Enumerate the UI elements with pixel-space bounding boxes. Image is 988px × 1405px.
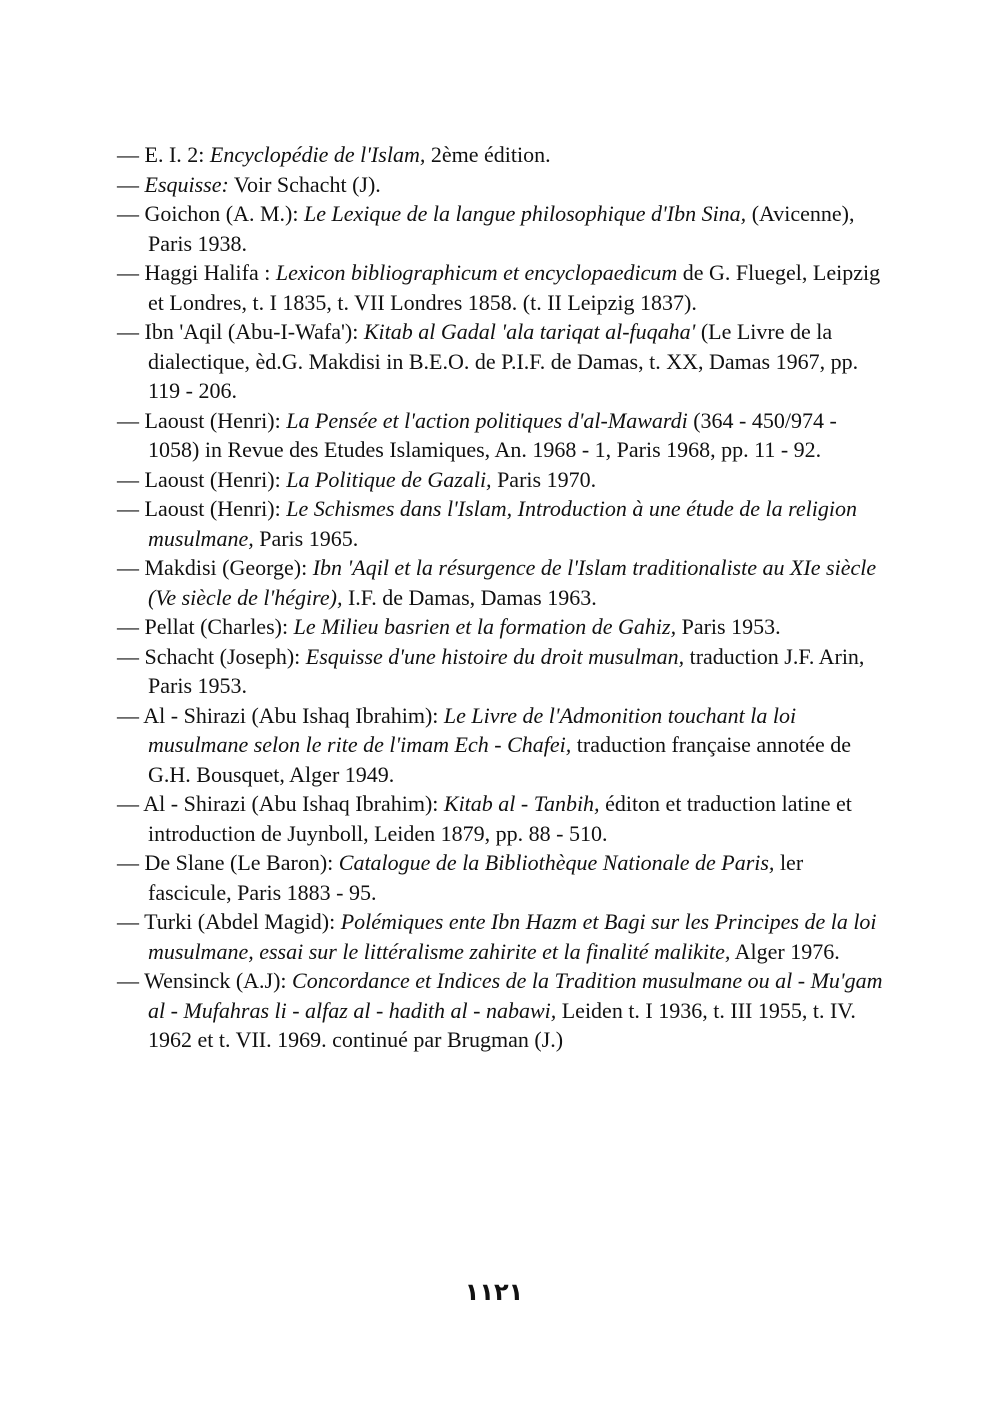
- entry-author: Wensinck (A.J):: [144, 968, 293, 993]
- bibliography-entry: [117, 612, 889, 642]
- bibliography-entry: [117, 465, 889, 495]
- entry-dash: —: [117, 466, 145, 492]
- entry-details: 2ème édition.: [425, 142, 551, 167]
- entry-title: Le Milieu basrien et la formation de Gahiz,: [293, 614, 677, 639]
- entry-author: Al - Shirazi (Abu Ishaq Ibrahim):: [143, 791, 444, 816]
- entry-dash: —: [117, 968, 145, 993]
- entry-title: Kitab al - Tanbih,: [443, 791, 600, 816]
- entry-dash: —: [117, 702, 144, 728]
- entry-author: Haggi Halifa :: [144, 260, 276, 285]
- entry-details: ler fascicule, Paris 1883 - 95.: [148, 850, 804, 905]
- entry-dash: —: [117, 407, 145, 433]
- entry-author: Laoust (Henri):: [144, 466, 287, 492]
- entry-dash: —: [117, 850, 145, 875]
- entry-details: Alger 1976.: [730, 938, 840, 964]
- entry-title: Encyclopédie de l'Islam,: [209, 142, 426, 167]
- entry-dash: —: [117, 791, 144, 816]
- entry-author: Turki (Abdel Magid):: [144, 909, 341, 934]
- entry-details: Paris 1970.: [491, 466, 597, 492]
- entry-title: Concordance et Indices de la Tradition musulmane ou al - Mu'gam al - Mufahras li - alfaz al - hadith al - nabawi,: [148, 968, 883, 1023]
- page-number: ١١٢١: [464, 1278, 524, 1306]
- entry-details: I.F. de Damas, Damas 1963.: [342, 584, 597, 610]
- entry-title: Catalogue de la Bibliothèque Nationale de Paris,: [338, 850, 775, 875]
- entry-author: E. I. 2:: [144, 142, 210, 167]
- bibliography-entry: [117, 553, 889, 612]
- entry-title: Le Lexique de la langue philosophique d'Ibn Sina,: [303, 201, 747, 226]
- entry-author: Laoust (Henri):: [144, 496, 287, 521]
- bibliography-entry: [117, 199, 889, 258]
- entry-details: (Le Livre de la dialectique, èd.G. Makdisi in B.E.O. de P.I.F. de Damas, t. XX, Damas 1967, pp. 119 - 206.: [148, 319, 859, 403]
- bibliography-entry: [117, 966, 889, 1055]
- entry-author: Ibn 'Aqil (Abu-I-Wafa'):: [144, 319, 364, 344]
- entry-title: Kitab al Gadal 'ala tariqat al-fuqaha': [363, 319, 696, 344]
- entry-title: La Politique de Gazali,: [286, 466, 492, 492]
- entry-title: Le Schismes dans l'Islam, Introduction à une étude de la religion musulmane,: [148, 496, 857, 551]
- entry-dash: —: [117, 260, 145, 285]
- entry-details: Voir Schacht (J).: [228, 171, 381, 197]
- entry-details: (364 - 450/974 - 1058) in Revue des Etudes Islamiques, An. 1968 - 1, Paris 1968, pp. 11 - 92.: [148, 407, 837, 462]
- entry-details: traduction française annotée de G.H. Bousquet, Alger 1949.: [148, 732, 851, 787]
- entry-title: Le Livre de l'Admonition touchant la loi musulmane selon le rite de l'imam Ech - Chafei,: [148, 702, 797, 757]
- bibliography-entry: [117, 317, 889, 406]
- entry-author: Goichon (A. M.):: [144, 201, 304, 226]
- entry-title: Esquisse d'une histoire du droit musulman,: [305, 643, 685, 669]
- entry-author: Al - Shirazi (Abu Ishaq Ibrahim):: [143, 702, 444, 728]
- bibliography-entry: [117, 848, 889, 907]
- bibliography-entry: [117, 789, 889, 848]
- entry-dash: —: [117, 171, 145, 197]
- bibliography-list: [117, 140, 889, 1055]
- entry-details: éditon et traduction latine et introduction de Juynboll, Leiden 1879, pp. 88 - 510.: [148, 791, 852, 846]
- entry-dash: —: [117, 319, 145, 344]
- entry-title: La Pensée et l'action politiques d'al-Mawardi: [286, 407, 688, 433]
- entry-dash: —: [117, 909, 145, 934]
- entry-dash: —: [117, 201, 145, 226]
- bibliography-entry: [117, 170, 889, 200]
- entry-title: Esquisse:: [144, 171, 229, 197]
- bibliography-entry: [117, 406, 889, 465]
- entry-dash: —: [117, 643, 145, 669]
- entry-details: traduction J.F. Arin, Paris 1953.: [148, 643, 865, 698]
- entry-details: Leiden t. I 1936, t. III 1955, t. IV. 1962 et t. VII. 1969. continué par Brugman (J.): [148, 997, 856, 1052]
- entry-details: Paris 1953.: [676, 614, 781, 639]
- entry-details: de G. Fluegel, Leipzig et Londres, t. I 1835, t. VII Londres 1858. (t. II Leipzig 1837).: [148, 260, 881, 315]
- entry-author: Laoust (Henri):: [144, 407, 287, 433]
- bibliography-entry: [117, 642, 889, 701]
- bibliography-entry: [117, 907, 889, 966]
- bibliography-entry: [117, 258, 889, 317]
- entry-title: Polémiques ente Ibn Hazm et Bagi sur les Principes de la loi musulmane, essai sur le littéralisme zahirite et la finalité malikite,: [148, 909, 877, 964]
- entry-dash: —: [117, 555, 145, 580]
- entry-details: (Avicenne), Paris 1938.: [148, 201, 855, 256]
- bibliography-entry: [117, 701, 889, 790]
- entry-details: Paris 1965.: [253, 525, 359, 551]
- entry-author: Schacht (Joseph):: [144, 643, 306, 669]
- entry-author: Makdisi (George):: [144, 555, 313, 580]
- bibliography-entry: [117, 494, 889, 553]
- entry-title: Lexicon bibliographicum et encyclopaedicum: [275, 260, 678, 285]
- entry-dash: —: [117, 614, 145, 639]
- entry-dash: —: [117, 142, 145, 167]
- bibliography-entry: [117, 140, 889, 170]
- entry-dash: —: [117, 496, 145, 521]
- entry-author: Pellat (Charles):: [144, 614, 294, 639]
- entry-title: Ibn 'Aqil et la résurgence de l'Islam traditionaliste au XIe siècle (Ve siècle de l'hégire),: [148, 555, 877, 610]
- entry-author: De Slane (Le Baron):: [144, 850, 339, 875]
